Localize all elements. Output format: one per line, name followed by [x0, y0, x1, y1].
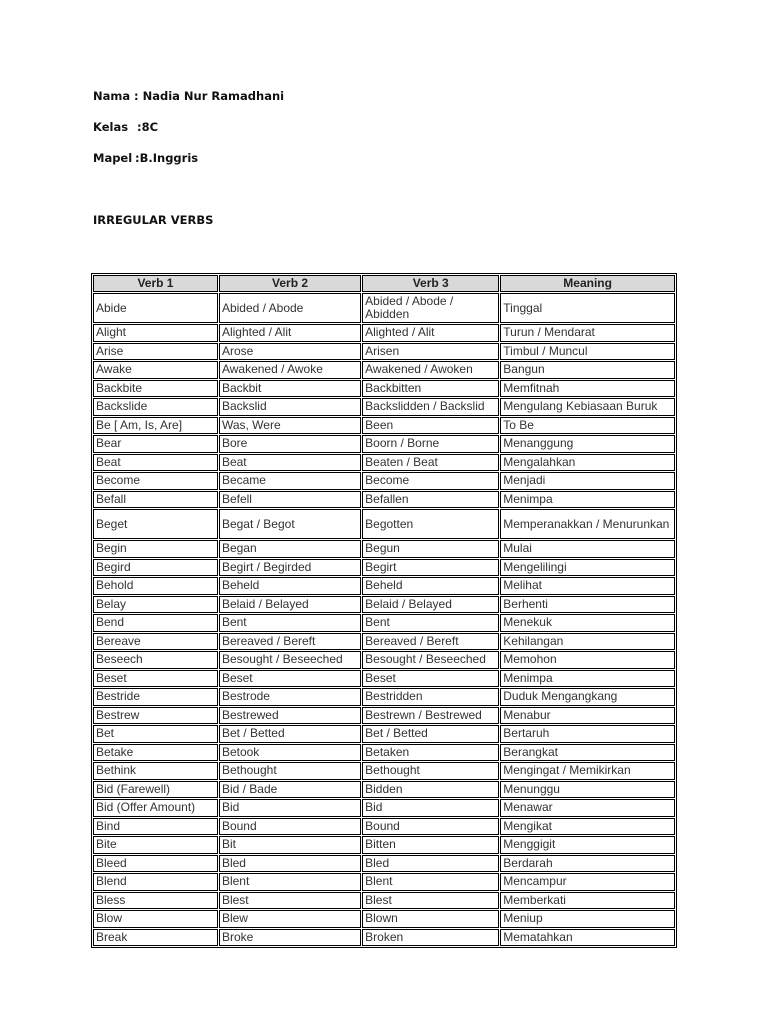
- verb1-cell: Begin: [93, 540, 218, 558]
- verb1-cell: Bless: [93, 892, 218, 910]
- verb3-cell: Boorn / Borne: [362, 435, 499, 453]
- meaning-cell: Menekuk: [500, 614, 675, 632]
- verb3-cell: Bent: [362, 614, 499, 632]
- table-row: [93, 614, 675, 632]
- verb3-cell: Befallen: [362, 491, 499, 509]
- table-row: [93, 873, 675, 891]
- verb3-cell: Bidden: [362, 781, 499, 799]
- table-row: [93, 855, 675, 873]
- verb1-cell: Beget: [93, 509, 218, 539]
- verb2-cell: Bound: [219, 818, 361, 836]
- table-row: [93, 380, 675, 398]
- verb3-cell: Bereaved / Bereft: [362, 633, 499, 651]
- verb1-cell: Begird: [93, 559, 218, 577]
- verb3-cell: Begun: [362, 540, 499, 558]
- meaning-cell: Memfitnah: [500, 380, 675, 398]
- verb3-cell: Arisen: [362, 343, 499, 361]
- table-row: [93, 836, 675, 854]
- meaning-cell: Menawar: [500, 799, 675, 817]
- mapel-line: [93, 151, 198, 165]
- verb1-cell: Bestride: [93, 688, 218, 706]
- kelas-label: Kelas: [93, 120, 129, 134]
- meaning-cell: Menanggung: [500, 435, 675, 453]
- verb1-cell: Beseech: [93, 651, 218, 669]
- meaning-cell: Berangkat: [500, 744, 675, 762]
- verb2-cell: Began: [219, 540, 361, 558]
- table-row: [93, 293, 675, 323]
- irregular-verbs-table: [91, 273, 677, 948]
- verb2-cell: Beset: [219, 670, 361, 688]
- verb3-cell: Blent: [362, 873, 499, 891]
- table-row: [93, 762, 675, 780]
- verb3-cell: Become: [362, 472, 499, 490]
- table-row: [93, 688, 675, 706]
- verb2-cell: Broke: [219, 929, 361, 947]
- table-body: [93, 293, 675, 946]
- verb1-cell: Behold: [93, 577, 218, 595]
- verb1-cell: Blend: [93, 873, 218, 891]
- verb2-cell: Bestrewed: [219, 707, 361, 725]
- verb2-cell: Bid: [219, 799, 361, 817]
- nama-line: [93, 89, 284, 103]
- table-row: [93, 818, 675, 836]
- table-row: [93, 343, 675, 361]
- verb2-cell: Alighted / Alit: [219, 324, 361, 342]
- meaning-cell: Timbul / Muncul: [500, 343, 675, 361]
- verb1-cell: Bleed: [93, 855, 218, 873]
- page-title: IRREGULAR VERBS: [93, 213, 214, 227]
- meaning-cell: Menggigit: [500, 836, 675, 854]
- table-row: [93, 799, 675, 817]
- meaning-cell: Menabur: [500, 707, 675, 725]
- table-row: [93, 398, 675, 416]
- verb3-cell: Blest: [362, 892, 499, 910]
- verb2-cell: Awakened / Awoke: [219, 361, 361, 379]
- meaning-cell: To Be: [500, 417, 675, 435]
- table-row: [93, 324, 675, 342]
- verb1-cell: Awake: [93, 361, 218, 379]
- verb2-cell: Bet / Betted: [219, 725, 361, 743]
- verb1-cell: Bethink: [93, 762, 218, 780]
- verb1-cell: Beset: [93, 670, 218, 688]
- table-row: [93, 361, 675, 379]
- verb3-cell: Beheld: [362, 577, 499, 595]
- verb2-cell: Backbit: [219, 380, 361, 398]
- verb1-cell: Break: [93, 929, 218, 947]
- verb3-cell: Beset: [362, 670, 499, 688]
- meaning-cell: Meniup: [500, 910, 675, 928]
- verb2-cell: Bent: [219, 614, 361, 632]
- verb1-cell: Arise: [93, 343, 218, 361]
- nama-label: Nama: [93, 89, 131, 103]
- verb3-cell: Bid: [362, 799, 499, 817]
- table-row: [93, 910, 675, 928]
- table-row: [93, 596, 675, 614]
- meaning-cell: Mencampur: [500, 873, 675, 891]
- verb2-cell: Backslid: [219, 398, 361, 416]
- meaning-cell: Menjadi: [500, 472, 675, 490]
- meaning-cell: Bangun: [500, 361, 675, 379]
- verb3-cell: Begotten: [362, 509, 499, 539]
- verb2-cell: Begirt / Begirded: [219, 559, 361, 577]
- verb3-cell: Bitten: [362, 836, 499, 854]
- verb2-cell: Became: [219, 472, 361, 490]
- column-header-meaning: Meaning: [500, 275, 675, 292]
- verb2-cell: Bereaved / Bereft: [219, 633, 361, 651]
- table-row: [93, 670, 675, 688]
- verb2-cell: Blew: [219, 910, 361, 928]
- verb2-cell: Abided / Abode: [219, 293, 361, 323]
- table-row: [93, 577, 675, 595]
- table-row: [93, 540, 675, 558]
- verb2-cell: Besought / Beseeched: [219, 651, 361, 669]
- table-row: [93, 744, 675, 762]
- meaning-cell: Mengikat: [500, 818, 675, 836]
- verb2-cell: Begat / Begot: [219, 509, 361, 539]
- meaning-cell: Berhenti: [500, 596, 675, 614]
- verb3-cell: Blown: [362, 910, 499, 928]
- table-row: [93, 633, 675, 651]
- table-row: [93, 491, 675, 509]
- meaning-cell: Tinggal: [500, 293, 675, 323]
- verb1-cell: Blow: [93, 910, 218, 928]
- verb2-cell: Was, Were: [219, 417, 361, 435]
- meaning-cell: Memberkati: [500, 892, 675, 910]
- verb2-cell: Befell: [219, 491, 361, 509]
- meaning-cell: Mengelilingi: [500, 559, 675, 577]
- verb1-cell: Abide: [93, 293, 218, 323]
- meaning-cell: Turun / Mendarat: [500, 324, 675, 342]
- verb3-cell: Bound: [362, 818, 499, 836]
- verb1-cell: Bet: [93, 725, 218, 743]
- verb2-cell: Bore: [219, 435, 361, 453]
- kelas-value: :8C: [137, 120, 159, 134]
- table-row: [93, 472, 675, 490]
- verb3-cell: Betaken: [362, 744, 499, 762]
- table-row: [93, 651, 675, 669]
- meaning-cell: Memohon: [500, 651, 675, 669]
- verb3-cell: Bethought: [362, 762, 499, 780]
- verb2-cell: Beheld: [219, 577, 361, 595]
- verb3-cell: Belaid / Belayed: [362, 596, 499, 614]
- verb2-cell: Arose: [219, 343, 361, 361]
- verb1-cell: Backbite: [93, 380, 218, 398]
- verb3-cell: Abided / Abode / Abidden: [362, 293, 499, 323]
- verb1-cell: Be [ Am, Is, Are]: [93, 417, 218, 435]
- verb2-cell: Bit: [219, 836, 361, 854]
- kelas-line: [93, 120, 158, 134]
- verb1-cell: Beat: [93, 454, 218, 472]
- meaning-cell: Bertaruh: [500, 725, 675, 743]
- verb1-cell: Bestrew: [93, 707, 218, 725]
- verb3-cell: Backslidden / Backslid: [362, 398, 499, 416]
- meaning-cell: Memperanakkan / Menurunkan: [500, 509, 675, 539]
- table-row: [93, 781, 675, 799]
- mapel-label: Mapel: [93, 151, 133, 165]
- verb2-cell: Beat: [219, 454, 361, 472]
- verb2-cell: Betook: [219, 744, 361, 762]
- meaning-cell: Mengulang Kebiasaan Buruk: [500, 398, 675, 416]
- meaning-cell: Mengalahkan: [500, 454, 675, 472]
- verb1-cell: Betake: [93, 744, 218, 762]
- verb1-cell: Alight: [93, 324, 218, 342]
- verb1-cell: Belay: [93, 596, 218, 614]
- verb1-cell: Become: [93, 472, 218, 490]
- verb3-cell: Bestrewn / Bestrewed: [362, 707, 499, 725]
- meaning-cell: Menunggu: [500, 781, 675, 799]
- verb1-cell: Bite: [93, 836, 218, 854]
- verb2-cell: Bled: [219, 855, 361, 873]
- table-row: [93, 509, 675, 539]
- verb3-cell: Been: [362, 417, 499, 435]
- verb3-cell: Alighted / Alit: [362, 324, 499, 342]
- meaning-cell: Mematahkan: [500, 929, 675, 947]
- table-row: [93, 929, 675, 947]
- verb3-cell: Awakened / Awoken: [362, 361, 499, 379]
- verb3-cell: Bet / Betted: [362, 725, 499, 743]
- meaning-cell: Berdarah: [500, 855, 675, 873]
- verb1-cell: Bend: [93, 614, 218, 632]
- table-row: [93, 435, 675, 453]
- verb3-cell: Broken: [362, 929, 499, 947]
- verb1-cell: Bind: [93, 818, 218, 836]
- verb3-cell: Besought / Beseeched: [362, 651, 499, 669]
- meaning-cell: Kehilangan: [500, 633, 675, 651]
- meaning-cell: Duduk Mengangkang: [500, 688, 675, 706]
- table-row: [93, 707, 675, 725]
- verb2-cell: Blest: [219, 892, 361, 910]
- meaning-cell: Menimpa: [500, 491, 675, 509]
- verb3-cell: Beaten / Beat: [362, 454, 499, 472]
- column-header-verb1: Verb 1: [93, 275, 218, 292]
- nama-value: : Nadia Nur Ramadhani: [134, 89, 285, 103]
- verb2-cell: Bid / Bade: [219, 781, 361, 799]
- meaning-cell: Menimpa: [500, 670, 675, 688]
- mapel-value: :B.Inggris: [135, 151, 199, 165]
- column-header-verb2: Verb 2: [219, 275, 361, 292]
- verb3-cell: Bestridden: [362, 688, 499, 706]
- verb1-cell: Bid (Offer Amount): [93, 799, 218, 817]
- verb1-cell: Bear: [93, 435, 218, 453]
- column-header-verb3: Verb 3: [362, 275, 499, 292]
- verb1-cell: Bid (Farewell): [93, 781, 218, 799]
- verb2-cell: Belaid / Belayed: [219, 596, 361, 614]
- meaning-cell: Melihat: [500, 577, 675, 595]
- verb1-cell: Backslide: [93, 398, 218, 416]
- verbs-table-container: [91, 273, 677, 948]
- table-row: [93, 725, 675, 743]
- table-row: [93, 892, 675, 910]
- meaning-cell: Mengingat / Memikirkan: [500, 762, 675, 780]
- table-row: [93, 559, 675, 577]
- table-row: [93, 417, 675, 435]
- verb1-cell: Befall: [93, 491, 218, 509]
- verb2-cell: Blent: [219, 873, 361, 891]
- table-row: [93, 454, 675, 472]
- table-header-row: [93, 275, 675, 292]
- verb1-cell: Bereave: [93, 633, 218, 651]
- meaning-cell: Mulai: [500, 540, 675, 558]
- verb3-cell: Bled: [362, 855, 499, 873]
- verb3-cell: Backbitten: [362, 380, 499, 398]
- verb2-cell: Bestrode: [219, 688, 361, 706]
- verb3-cell: Begirt: [362, 559, 499, 577]
- verb2-cell: Bethought: [219, 762, 361, 780]
